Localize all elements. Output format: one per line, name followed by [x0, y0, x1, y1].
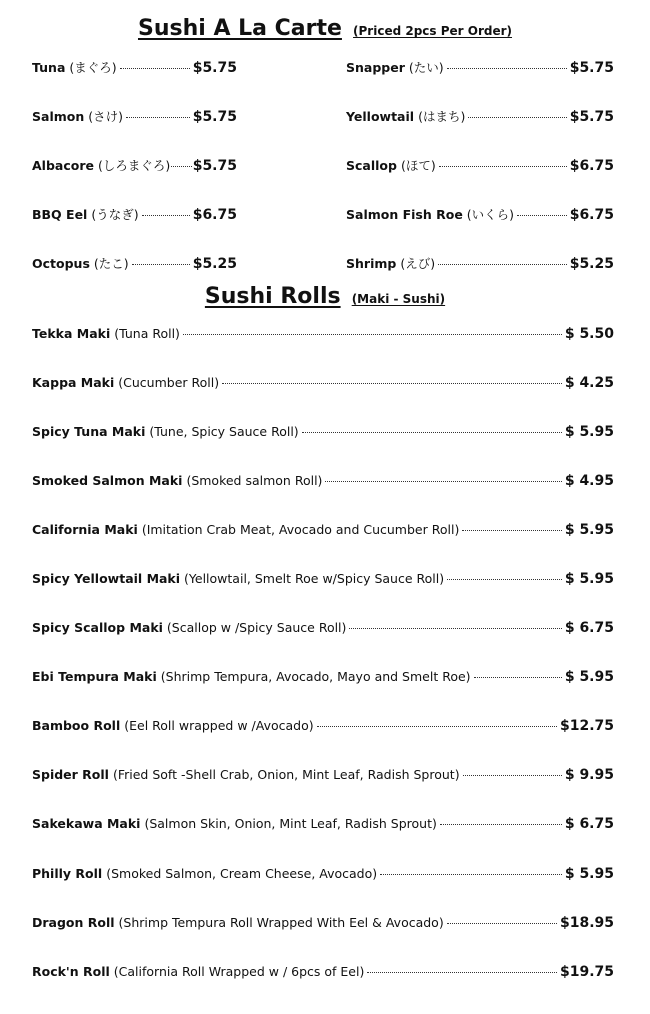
- dot-leader: [517, 215, 567, 216]
- item-name: Salmon Fish Roe: [346, 207, 463, 222]
- item-name: BBQ Eel: [32, 207, 88, 222]
- item-description: (Tune, Spicy Sauce Roll): [149, 424, 299, 439]
- item-name: Dragon Roll: [32, 915, 115, 930]
- menu-item: [32, 767, 614, 783]
- item-price: $5.75: [569, 60, 614, 76]
- sushi-rolls-heading: [0, 284, 650, 309]
- item-description: (Tuna Roll): [114, 326, 180, 341]
- item-price: $5.25: [192, 256, 237, 272]
- menu-item: [32, 156, 237, 174]
- item-description: (Fried Soft -Shell Crab, Onion, Mint Leaf, Radish Sprout): [112, 767, 460, 782]
- item-description: (California Roll Wrapped w / 6pcs of Eel): [113, 964, 365, 979]
- menu-item: [32, 964, 614, 980]
- item-name: Spicy Yellowtail Maki: [32, 571, 181, 586]
- item-japanese-name: (たい): [408, 60, 444, 75]
- dot-leader: [349, 628, 561, 629]
- item-name: Albacore: [32, 158, 94, 173]
- item-price: $12.75: [559, 718, 614, 734]
- menu-item: [32, 816, 614, 832]
- item-price: $ 5.95: [564, 522, 614, 538]
- a-la-carte-title: Sushi A La Carte: [137, 16, 342, 41]
- dot-leader: [317, 726, 557, 727]
- item-price: $5.75: [192, 109, 237, 125]
- item-price: $5.25: [569, 256, 614, 272]
- item-name: Sakekawa Maki: [32, 816, 141, 831]
- dot-leader: [132, 264, 190, 265]
- sushi-rolls-title: Sushi Rolls: [204, 284, 341, 309]
- item-name: Shrimp: [346, 256, 397, 271]
- item-price: $6.75: [192, 207, 237, 223]
- item-name: Bamboo Roll: [32, 718, 121, 733]
- menu-item: [32, 254, 237, 272]
- item-name: Kappa Maki: [32, 375, 115, 390]
- item-price: $ 6.75: [564, 620, 614, 636]
- item-name: Salmon: [32, 109, 85, 124]
- item-japanese-name: (はまち): [418, 109, 466, 124]
- menu-item: [32, 522, 614, 538]
- item-name: Ebi Tempura Maki: [32, 669, 157, 684]
- menu-item: [32, 620, 614, 636]
- menu-item: [32, 424, 614, 440]
- item-price: $ 9.95: [564, 767, 614, 783]
- item-japanese-name: (ほて): [400, 158, 436, 173]
- item-name: Spicy Tuna Maki: [32, 424, 146, 439]
- item-japanese-name: (いくら): [466, 207, 515, 222]
- dot-leader: [447, 579, 562, 580]
- menu-item: [32, 669, 614, 685]
- item-price: $ 5.95: [564, 571, 614, 587]
- item-description: (Shrimp Tempura Roll Wrapped With Eel & Avocado): [118, 915, 444, 930]
- item-japanese-name: (さけ): [88, 109, 123, 124]
- item-description: (Cucumber Roll): [118, 375, 220, 390]
- item-description: (Smoked Salmon, Cream Cheese, Avocado): [106, 866, 378, 881]
- item-price: $ 4.25: [564, 375, 614, 391]
- item-price: $6.75: [569, 207, 614, 223]
- dot-leader: [438, 264, 567, 265]
- dot-leader: [302, 432, 562, 433]
- dot-leader: [468, 117, 566, 118]
- dot-leader: [380, 874, 562, 875]
- item-description: (Yellowtail, Smelt Roe w/Spicy Sauce Roll): [184, 571, 445, 586]
- item-price: $5.75: [192, 158, 237, 174]
- menu-item: [346, 156, 614, 174]
- dot-leader: [439, 166, 567, 167]
- item-japanese-name: (えび): [400, 256, 436, 271]
- item-price: $ 5.50: [564, 326, 614, 342]
- item-japanese-name: (まぐろ): [69, 60, 117, 75]
- item-name: Spider Roll: [32, 767, 109, 782]
- item-name: Smoked Salmon Maki: [32, 473, 183, 488]
- item-name: Octopus: [32, 256, 90, 271]
- dot-leader: [183, 334, 562, 335]
- item-name: Spicy Scallop Maki: [32, 620, 163, 635]
- menu-item: [32, 205, 237, 223]
- item-name: Tekka Maki: [32, 326, 111, 341]
- item-japanese-name: (しろまぐろ): [97, 158, 171, 173]
- menu-item: [346, 254, 614, 272]
- item-description: (Salmon Skin, Onion, Mint Leaf, Radish Sprout): [144, 816, 437, 831]
- menu-item: [32, 571, 614, 587]
- dot-leader: [440, 824, 562, 825]
- a-la-carte-subtitle: (Priced 2pcs Per Order): [353, 24, 513, 38]
- menu-item: [32, 718, 614, 734]
- item-name: Tuna: [32, 60, 66, 75]
- dot-leader: [447, 923, 557, 924]
- menu-item: [32, 375, 614, 391]
- menu-item: [346, 205, 614, 223]
- item-description: (Imitation Crab Meat, Avocado and Cucumber Roll): [141, 522, 460, 537]
- item-price: $5.75: [569, 109, 614, 125]
- item-price: $ 5.95: [564, 669, 614, 685]
- menu-item: [346, 107, 614, 125]
- menu-item: [32, 915, 614, 931]
- a-la-carte-heading: [0, 16, 650, 41]
- item-name: Philly Roll: [32, 866, 103, 881]
- item-japanese-name: (うなぎ): [91, 207, 139, 222]
- item-name: Snapper: [346, 60, 405, 75]
- item-name: Yellowtail: [346, 109, 415, 124]
- item-price: $ 5.95: [564, 866, 614, 882]
- item-description: (Scallop w /Spicy Sauce Roll): [166, 620, 347, 635]
- sushi-rolls-subtitle: (Maki - Sushi): [351, 292, 446, 306]
- item-description: (Smoked salmon Roll): [186, 473, 323, 488]
- dot-leader: [463, 775, 562, 776]
- item-name: California Maki: [32, 522, 138, 537]
- item-price: $ 6.75: [564, 816, 614, 832]
- dot-leader: [325, 481, 561, 482]
- menu-item: [32, 326, 614, 342]
- item-name: Scallop: [346, 158, 397, 173]
- item-name: Rock'n Roll: [32, 964, 110, 979]
- dot-leader: [142, 215, 190, 216]
- dot-leader: [474, 677, 562, 678]
- item-price: $ 4.95: [564, 473, 614, 489]
- item-description: (Shrimp Tempura, Avocado, Mayo and Smelt Roe): [160, 669, 471, 684]
- item-price: $18.95: [559, 915, 614, 931]
- dot-leader: [222, 383, 562, 384]
- dot-leader: [367, 972, 557, 973]
- item-price: $19.75: [559, 964, 614, 980]
- menu-item: [32, 473, 614, 489]
- menu-item: [346, 58, 614, 76]
- dot-leader: [126, 117, 190, 118]
- item-price: $ 5.95: [564, 424, 614, 440]
- menu-item: [32, 866, 614, 882]
- item-japanese-name: (たこ): [93, 256, 129, 271]
- item-price: $5.75: [192, 60, 237, 76]
- menu-item: [32, 58, 237, 76]
- item-price: $6.75: [569, 158, 614, 174]
- item-description: (Eel Roll wrapped w /Avocado): [124, 718, 314, 733]
- menu-item: [32, 107, 237, 125]
- dot-leader: [120, 68, 190, 69]
- dot-leader: [171, 166, 191, 167]
- dot-leader: [447, 68, 567, 69]
- dot-leader: [462, 530, 562, 531]
